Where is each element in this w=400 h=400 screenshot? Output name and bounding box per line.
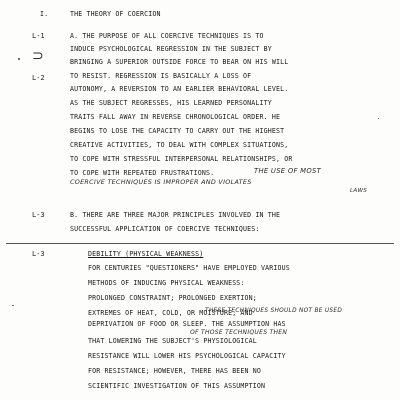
body-line: TO COPE WITH REPEATED FRUSTRATIONS. xyxy=(70,169,215,177)
margin-label-l3a: L-3 xyxy=(32,211,45,219)
debility-line: PROLONGED CONSTRAINT; PROLONGED EXERTION; xyxy=(88,294,257,302)
section-title: THE THEORY OF COERCION xyxy=(70,10,161,18)
section-number: I. xyxy=(40,10,49,18)
margin-label-l2: L-2 xyxy=(32,74,45,82)
debility-line: RESISTANCE WILL LOWER HIS PSYCHOLOGICAL CAPACITY xyxy=(88,352,286,360)
handwritten-note: THE USE OF MOST xyxy=(254,167,322,175)
debility-line: EXTREMES OF HEAT, COLD, OR MOISTURE; AND xyxy=(88,309,253,317)
handwritten-note: LAWS xyxy=(350,188,368,194)
body-line: CREATIVE ACTIVITIES, TO DEAL WITH COMPLEX SITUATIONS, xyxy=(70,141,289,149)
subheading-debility: DEBILITY (PHYSICAL WEAKNESS) xyxy=(88,250,204,258)
body-line: INDUCE PSYCHOLOGICAL REGRESSION IN THE SUBJECT BY xyxy=(70,45,272,53)
margin-label-l1: L-1 xyxy=(32,32,45,40)
debility-line: METHODS OF INDUCING PHYSICAL WEAKNESS: xyxy=(88,279,245,287)
debility-line: FOR CENTURIES "QUESTIONERS" HAVE EMPLOYED VARIOUS xyxy=(88,264,290,272)
margin-label-l3b: L-3 xyxy=(32,250,45,258)
body-line: AUTONOMY, A REVERSION TO AN EARLIER BEHAVIORAL LEVEL. xyxy=(70,85,289,93)
handwritten-note: THESE TECHNIQUES SHOULD NOT BE USED xyxy=(205,308,343,314)
item-b-line: SUCCESSFUL APPLICATION OF COERCIVE TECHNIQUES: xyxy=(70,225,260,233)
scan-speck xyxy=(12,305,14,306)
body-line: TO RESIST. REGRESSION IS BASICALLY A LOSS OF xyxy=(70,72,252,80)
body-line: TO COPE WITH STRESSFUL INTERPERSONAL RELATIONSHIPS, OR xyxy=(70,155,293,163)
scan-speck xyxy=(18,58,20,60)
body-line: TRAITS FALL AWAY IN REVERSE CHRONOLOGICAL ORDER. HE xyxy=(70,113,281,121)
margin-bracket-symbol: ⊃ xyxy=(32,48,45,64)
body-line: BRINGING A SUPERIOR OUTSIDE FORCE TO BEAR ON HIS WILL xyxy=(70,58,289,66)
body-line: AS THE SUBJECT REGRESSES, HIS LEARNED PERSONALITY xyxy=(70,99,272,107)
scan-speck xyxy=(378,118,379,119)
debility-line: FOR RESISTANCE; HOWEVER, THERE HAS BEEN NO xyxy=(88,367,262,375)
handwritten-note: COERCIVE TECHNIQUES IS IMPROPER AND VIOLATES xyxy=(70,178,252,186)
body-line: A. THE PURPOSE OF ALL COERCIVE TECHNIQUES IS TO xyxy=(70,32,264,40)
divider-line xyxy=(6,243,394,244)
debility-line: DEPRIVATION OF FOOD OR SLEEP. THE ASSUMPTION HAS xyxy=(88,320,286,328)
item-b-line: B. THERE ARE THREE MAJOR PRINCIPLES INVOLVED IN THE xyxy=(70,211,281,219)
body-line: BEGINS TO LOSE THE CAPACITY TO CARRY OUT THE HIGHEST xyxy=(70,127,285,135)
handwritten-note: OF THOSE TECHNIQUES THEN xyxy=(190,329,288,336)
debility-line: THAT LOWERING THE SUBJECT'S PHYSIOLOGICAL xyxy=(88,337,257,345)
debility-line: SCIENTIFIC INVESTIGATION OF THIS ASSUMPTION xyxy=(88,382,266,390)
